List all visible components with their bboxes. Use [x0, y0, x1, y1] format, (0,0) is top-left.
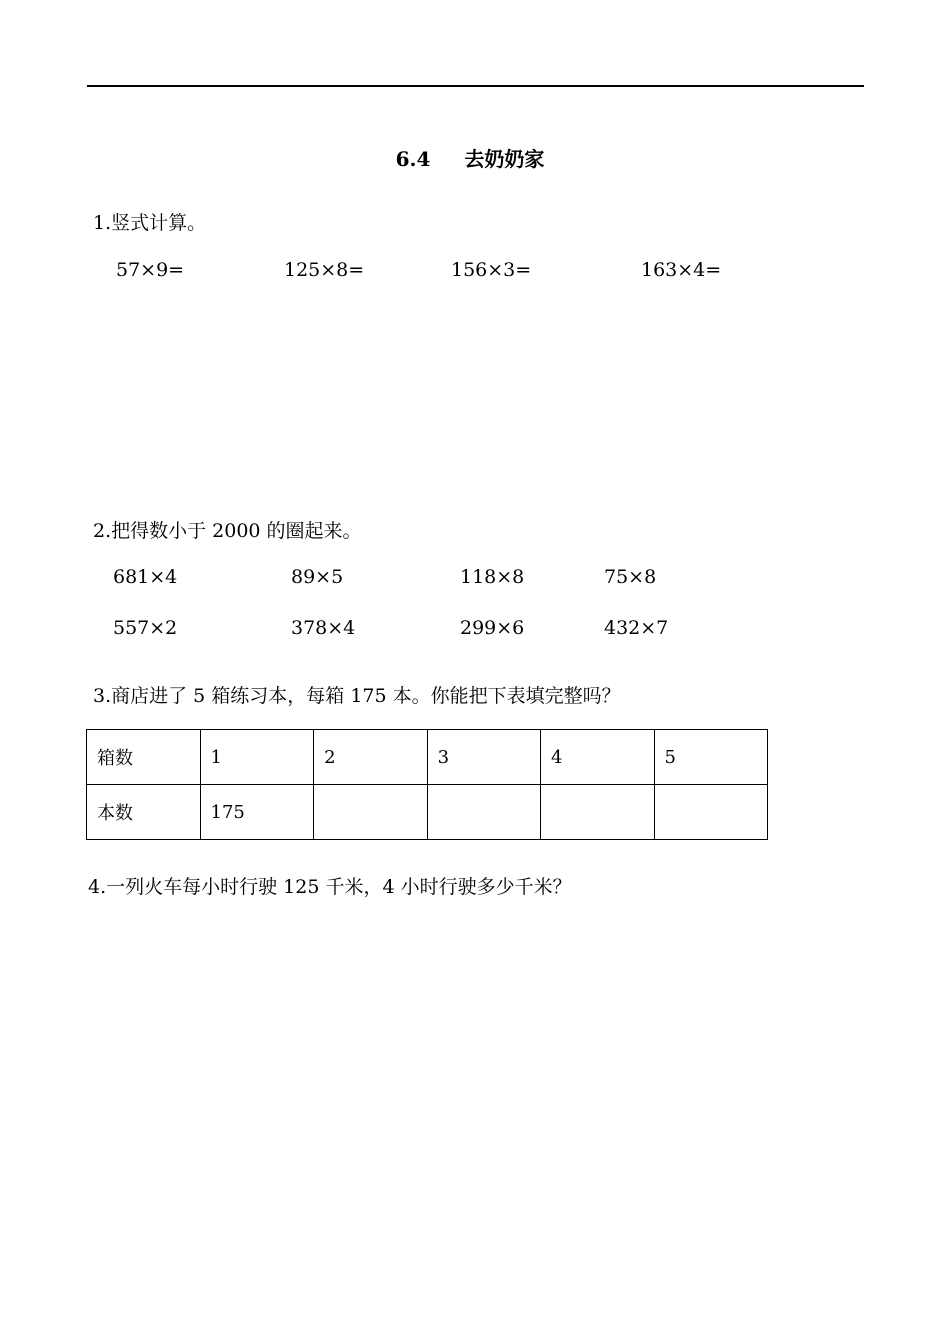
q2-expr-2: 89×5 [291, 566, 344, 588]
table-cell: 4 [541, 730, 654, 785]
q2-expr-8: 432×7 [604, 617, 669, 639]
q2-expr-5: 557×2 [113, 617, 178, 639]
q1-expr-2: 125×8= [284, 259, 365, 281]
table-cell: 2 [314, 730, 427, 785]
table-cell: 175 [200, 785, 314, 840]
q1-expr-4: 163×4= [641, 259, 722, 281]
q2-expr-1: 681×4 [113, 566, 178, 588]
section-title: 去奶奶家 [464, 147, 545, 171]
table-blank-cell[interactable] [427, 785, 540, 840]
q1-expr-1: 57×9= [116, 259, 185, 281]
table-header-cell: 箱数 [87, 730, 201, 785]
table-cell: 1 [200, 730, 314, 785]
question-4-prompt: 4.一列火车每小时行驶 125 千米，4 小时行驶多少千米？ [88, 876, 572, 898]
fill-in-table [86, 729, 768, 840]
table-row [87, 730, 768, 785]
question-1-prompt: 1.竖式计算。 [93, 212, 207, 234]
table-blank-cell[interactable] [541, 785, 654, 840]
table-cell: 3 [427, 730, 540, 785]
table-blank-cell[interactable] [314, 785, 427, 840]
table-header-cell: 本数 [87, 785, 201, 840]
page-title [0, 143, 950, 172]
q2-expr-7: 299×6 [460, 617, 525, 639]
header-rule [87, 85, 864, 87]
q1-expr-3: 156×3= [451, 259, 532, 281]
q2-expr-4: 75×8 [604, 566, 657, 588]
question-3-prompt: 3.商店进了 5 箱练习本，每箱 175 本。你能把下表填完整吗？ [93, 685, 621, 707]
q2-expr-6: 378×4 [291, 617, 356, 639]
table-cell: 5 [654, 730, 768, 785]
table-blank-cell[interactable] [654, 785, 768, 840]
table-row [87, 785, 768, 840]
question-2-prompt: 2.把得数小于 2000 的圈起来。 [93, 520, 362, 542]
q2-expr-3: 118×8 [460, 566, 525, 588]
section-number: 6.4 [395, 147, 431, 171]
